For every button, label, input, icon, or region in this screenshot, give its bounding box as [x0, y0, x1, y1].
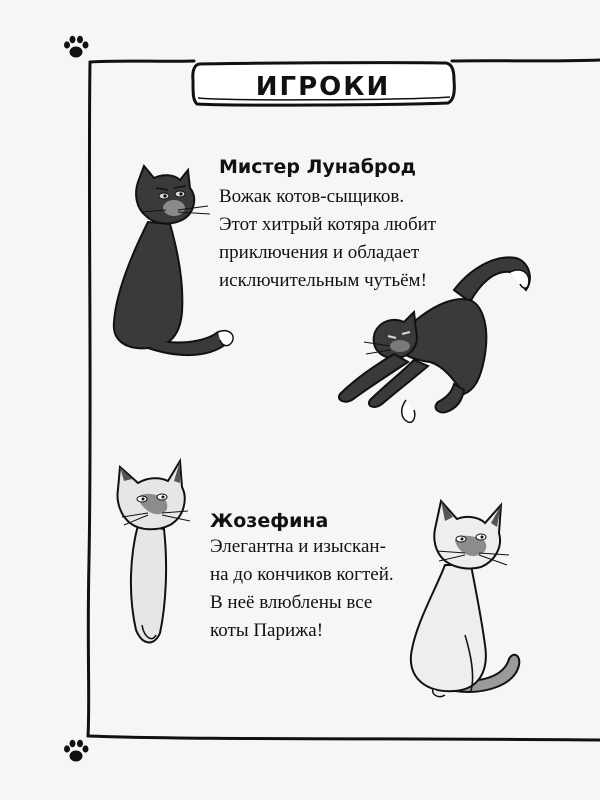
- description-line: коты Парижа!: [210, 620, 324, 641]
- black-cat-sitting-illustration: [108, 162, 238, 372]
- description-line: на до кончиков когтей.: [210, 564, 394, 585]
- character-name: Мистер Лунаброд: [219, 156, 416, 178]
- description-line: Этот хитрый котяра любит: [219, 214, 437, 235]
- page-title: ИГРОКИ: [255, 72, 391, 102]
- character-name: Жозефина: [210, 510, 329, 532]
- paw-print-icon: [62, 34, 90, 60]
- description-line: Элегантна и изыскан-: [210, 536, 386, 557]
- description-line: Вожак котов-сыщиков.: [219, 186, 405, 207]
- black-cat-stretching-illustration: [334, 250, 538, 430]
- character-description: [210, 533, 394, 645]
- title-banner: [192, 62, 454, 112]
- description-line: приключения и обладает: [219, 242, 420, 263]
- siamese-cat-portrait-illustration: [108, 455, 198, 650]
- description-line: В неё влюблены все: [210, 592, 373, 613]
- paw-print-icon: [62, 738, 90, 764]
- siamese-cat-sitting-illustration: [405, 495, 525, 705]
- description-line: исключительным чутьём!: [219, 270, 427, 291]
